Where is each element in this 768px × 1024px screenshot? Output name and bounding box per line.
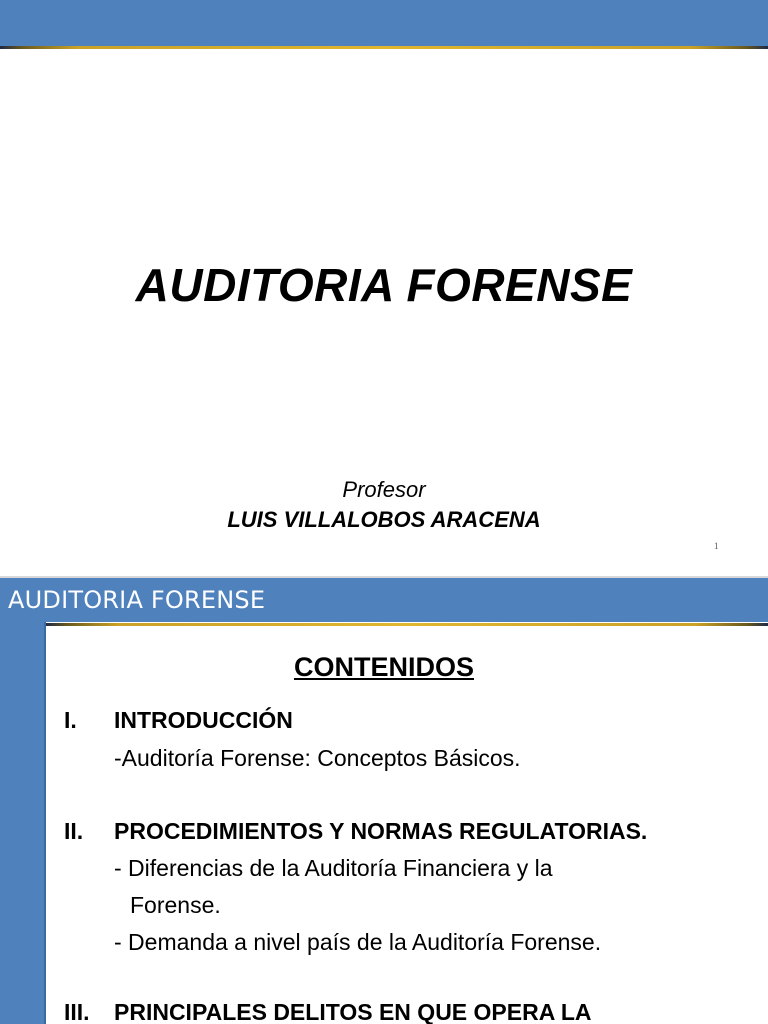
page-number: 1 [714, 541, 719, 551]
section-item: - Diferencias de la Auditoría Financiera y la [114, 855, 553, 881]
gold-accent-line [0, 46, 768, 49]
section-item: -Auditoría Forense: Conceptos Básicos. [114, 745, 521, 771]
section-title: INTRODUCCIÓN [114, 707, 293, 733]
top-blue-bar [0, 0, 768, 46]
section-title: PRINCIPALES DELITOS EN QUE OPERA LA [114, 999, 592, 1024]
contents-slide [0, 578, 768, 1024]
left-blue-sidebar [0, 622, 46, 1024]
section-title: PROCEDIMIENTOS Y NORMAS REGULATORIAS. [114, 818, 648, 844]
section-item: Forense. [130, 892, 221, 918]
presenter-name: LUIS VILLALOBOS ARACENA [227, 507, 541, 532]
gold-accent-line [46, 623, 768, 626]
section-number: III. [64, 999, 90, 1024]
slide-header-bar [0, 578, 768, 622]
slide-header-title: AUDITORIA FORENSE [8, 586, 266, 614]
contents-heading: CONTENIDOS [293, 652, 474, 682]
section-number: I. [64, 707, 77, 733]
section-item: - Demanda a nivel país de la Auditoría Forense. [114, 929, 602, 955]
slide-title: AUDITORIA FORENSE [135, 259, 633, 311]
presenter-role: Profesor [342, 477, 426, 502]
section-number: II. [64, 818, 84, 844]
